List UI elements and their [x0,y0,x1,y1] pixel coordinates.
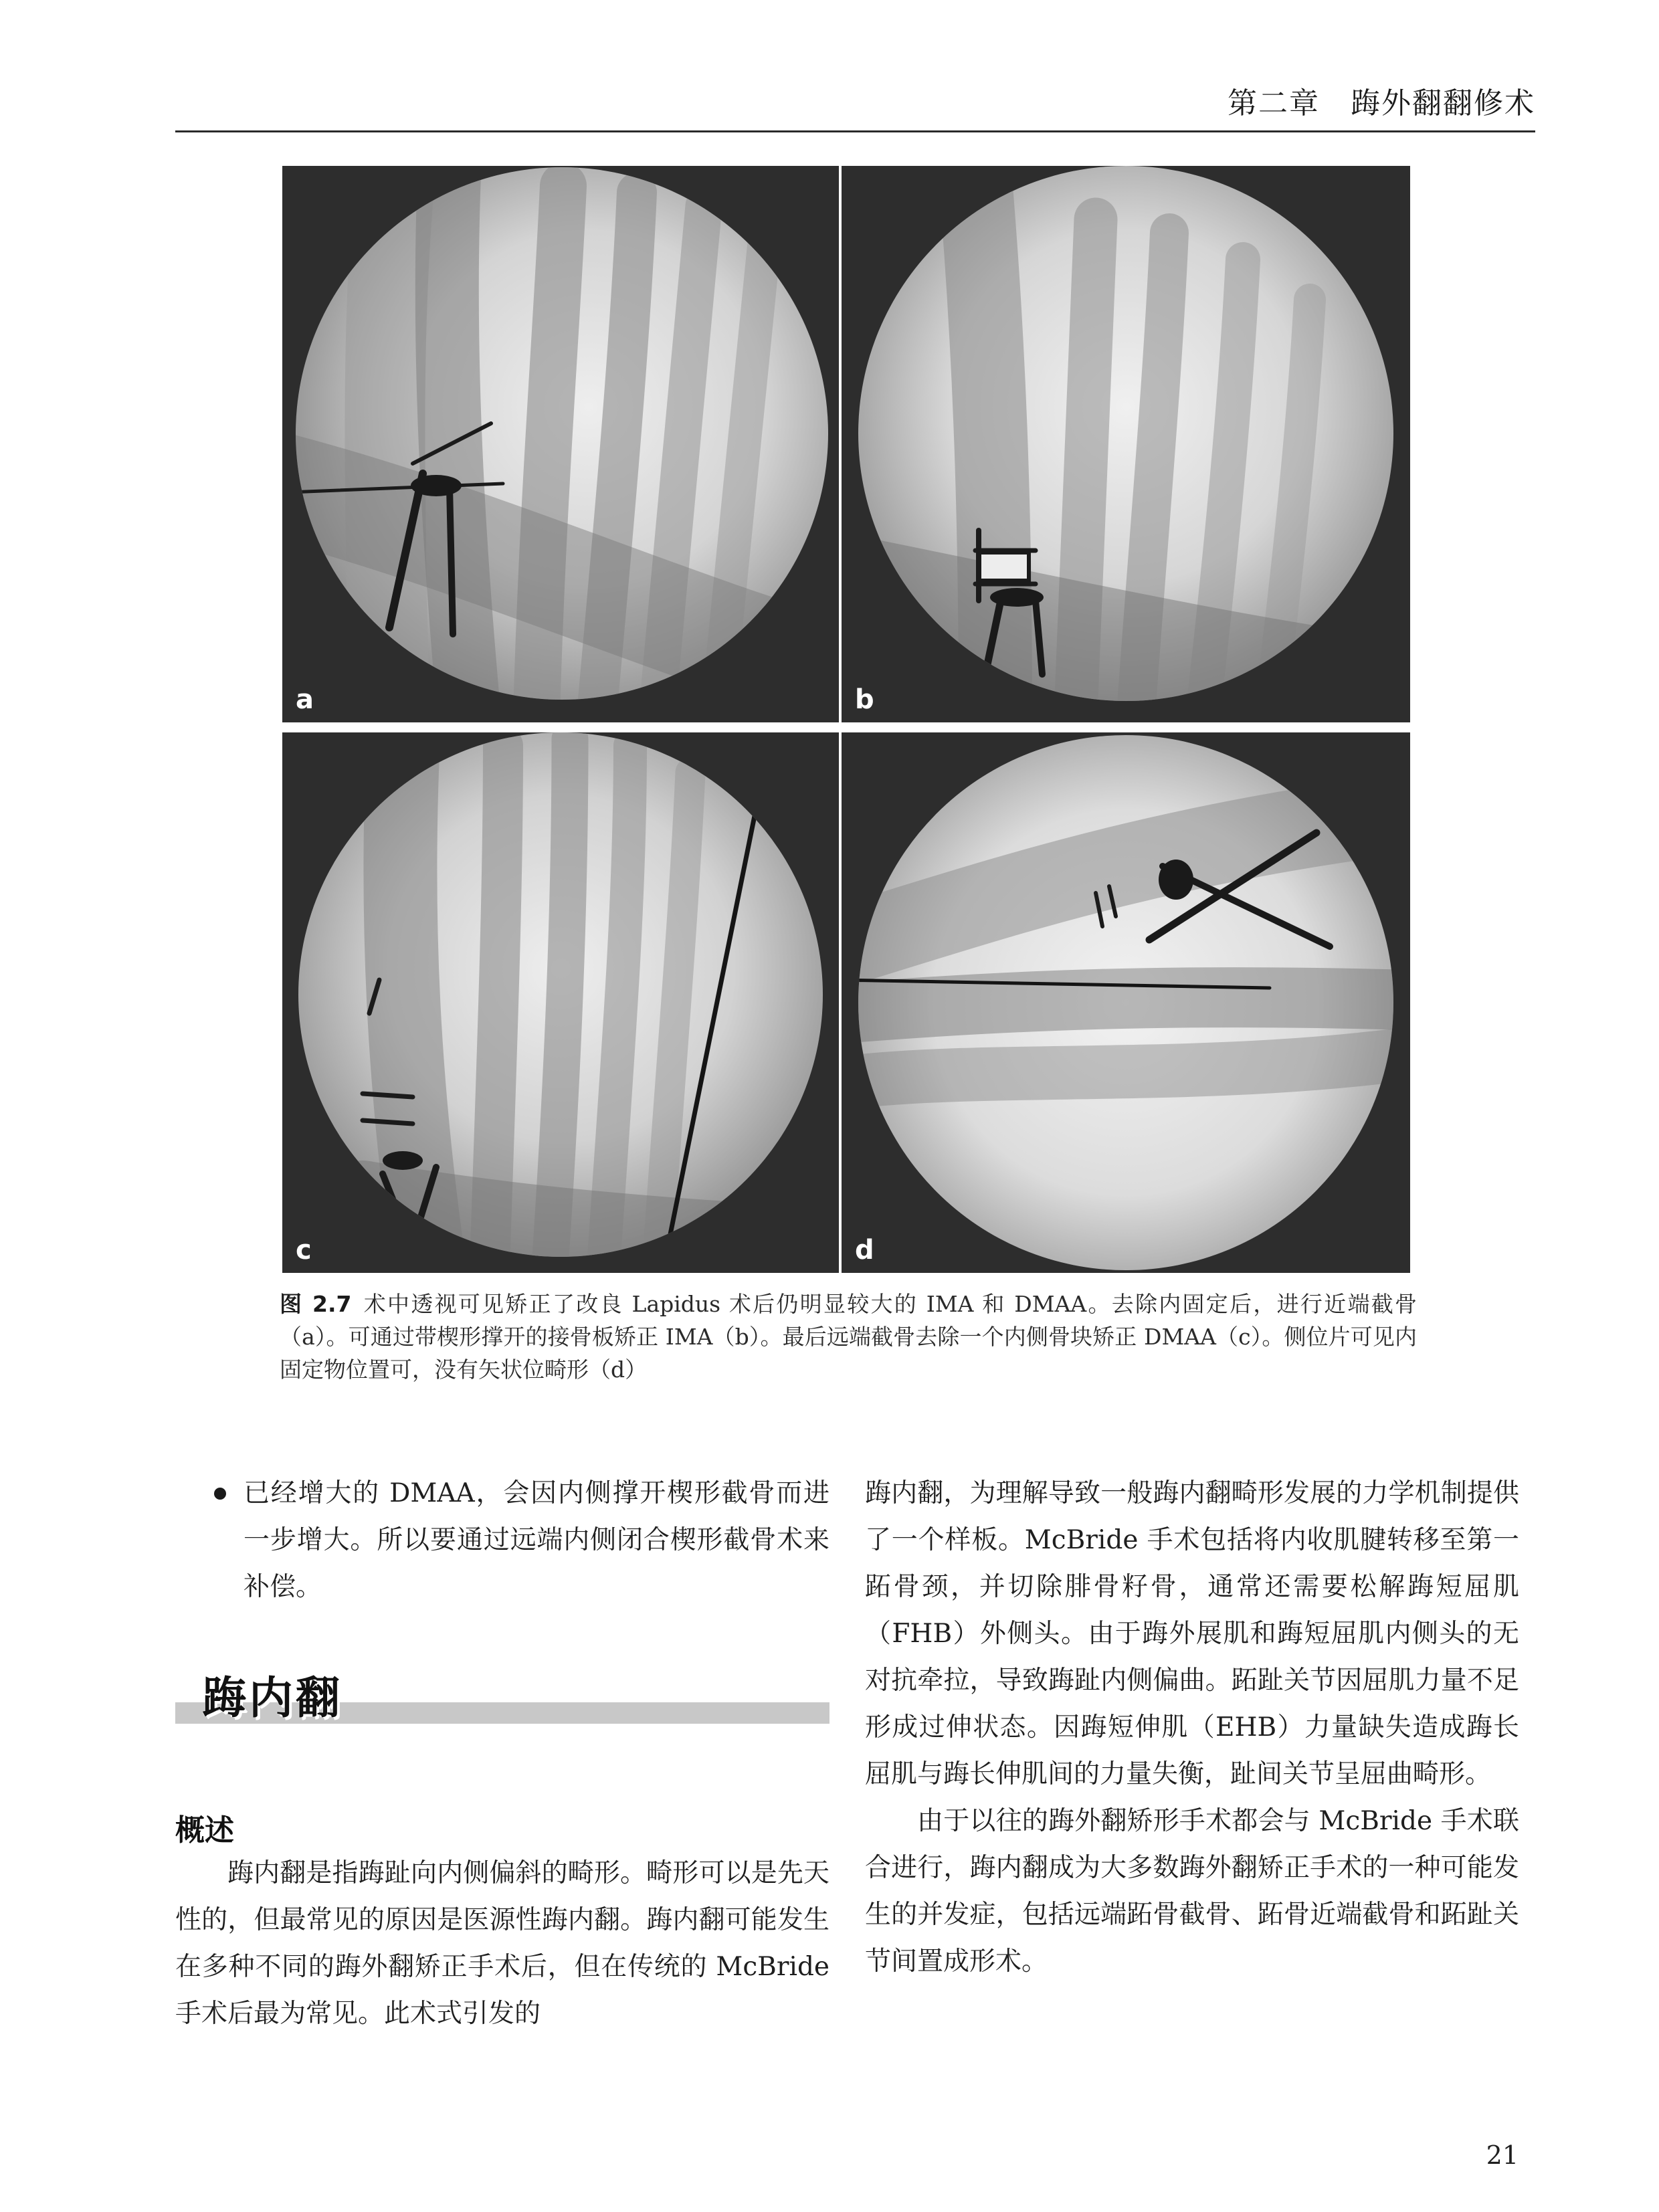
body-paragraph-1: 踇内翻，为理解导致一般踇内翻畸形发展的力学机制提供了一个样板。McBride 手术包括将内收肌腱转移至第一跖骨颈，并切除腓骨籽骨，通常还需要松解踇短屈肌（FHB）外侧头。由于踇外展肌和踇短屈肌内侧头的无对抗牵拉，导致踇趾内侧偏曲。跖趾关节因屈肌力量不足形成过伸状态。因踇短伸肌（EHB）力量缺失造成踇长屈肌与踇长伸肌间的力量失衡，趾间关节呈屈曲畸形。 [865,1478,1519,1789]
body-paragraph: 踇内翻是指踇趾向内侧偏斜的畸形。畸形可以是先天性的，但最常见的原因是医源性踇内翻。踇内翻可能发生在多种不同的踇外翻矫正手术后，但在传统的 McBride 手术后最为常见。此术式引发的 [175,1858,830,2029]
xray-image-d [842,732,1410,1273]
panel-label-a: a [296,684,314,715]
page-number: 21 [1486,2140,1519,2170]
section-heading [175,1662,830,1729]
body-paragraph-2: 由于以往的踇外翻矫形手术都会与 McBride 手术联合进行，踇内翻成为大多数踇外翻矫正手术的一种可能发生的并发症，包括远端跖骨截骨、跖骨近端截骨和跖趾关节间置成形术。 [865,1806,1519,1977]
panel-label-d: d [855,1235,874,1266]
figure-caption-text: 术中透视可见矫正了改良 Lapidus 术后仍明显较大的 IMA 和 DMAA。去除内固定后，进行近端截骨（a）。可通过带楔形撑开的接骨板矫正 IMA（b）。最后远端截骨去除一个内侧骨块矫正 DMAA（c）。侧位片可见内固定物位置可，没有矢状位畸形（d） [280,1291,1417,1383]
figure-caption [280,1288,1417,1386]
bullet-text: 已经增大的 DMAA，会因内侧撑开楔形截骨而进一步增大。所以要通过远端内侧闭合楔形截骨术来补偿。 [243,1478,830,1602]
left-column-body [175,1850,830,2037]
panel-label-b: b [855,684,874,715]
right-column [865,1470,1519,1985]
figure-number: 图 2.7 [280,1291,352,1317]
xray-panel-b [842,166,1410,722]
bullet-icon [214,1488,226,1500]
header-rule [175,130,1535,132]
xray-image-b [842,166,1410,722]
running-header: 第二章 踇外翻翻修术 [1228,86,1535,120]
bullet-item [175,1470,830,1611]
xray-panel-c [282,732,839,1273]
left-column [175,1470,830,1611]
xray-panel-d [842,732,1410,1273]
xray-panel-a [282,166,839,722]
xray-image-c [282,732,839,1273]
xray-image-a [282,166,839,722]
section-title: 踇内翻 [202,1672,343,1724]
subheading: 概述 [175,1813,234,1847]
panel-label-c: c [296,1235,312,1266]
